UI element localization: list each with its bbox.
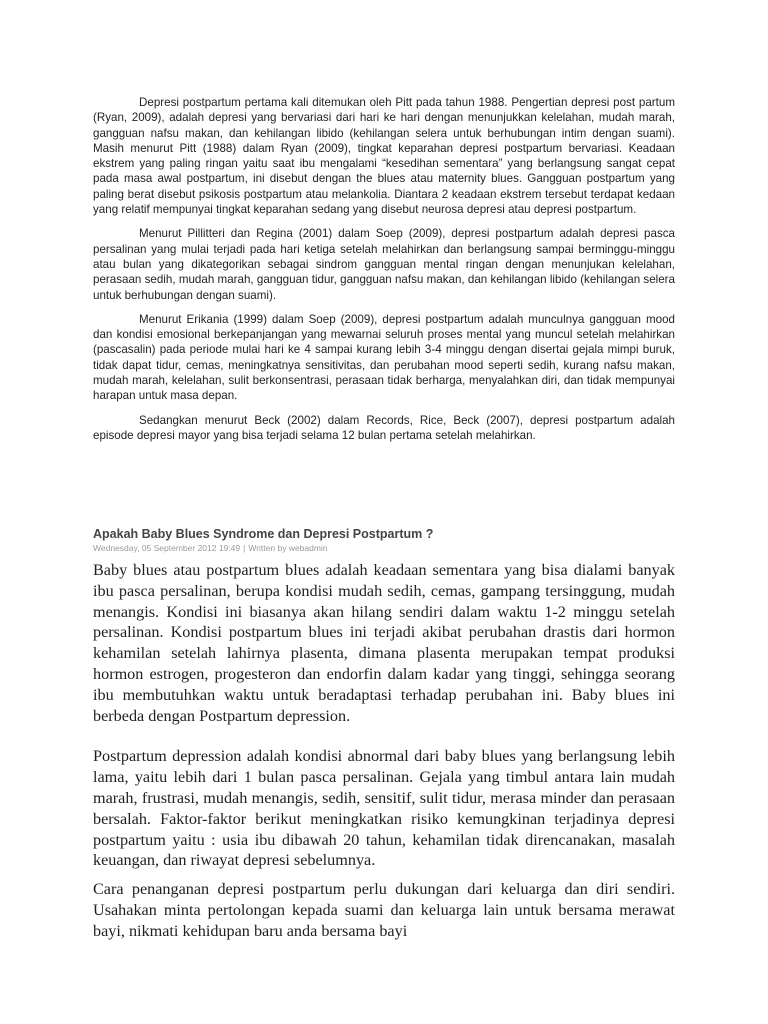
intro-paragraph-2: Menurut Pillitteri dan Regina (2001) dalam Soep (2009), depresi postpartum adalah depresi pasca persalinan yang mulai terjadi pada hari ketiga setelah melahirkan dan berlangsung sampai berminggu-minggu atau bulan yang dikategorikan sebagai sindrom gangguan mental ringan dengan menunjukan kelelahan, perasaan sedih, mudah marah, gangguan tidur, gangguan nafsu makan, dan kehilangan libido (kehilangan selera untuk berhubungan dengan suami). — [93, 227, 675, 302]
intro-section — [93, 95, 675, 452]
article-body — [93, 560, 675, 942]
article-author: Written by webadmin — [248, 543, 328, 553]
intro-paragraph-4: Sedangkan menurut Beck (2002) dalam Records, Rice, Beck (2007), depresi postpartum adalah episode depresi mayor yang bisa terjadi selama 12 bulan pertama setelah melahirkan. — [93, 413, 675, 442]
article-date: Wednesday, 05 September 2012 19:49 — [93, 543, 241, 553]
article-paragraph-1: Baby blues atau postpartum blues adalah keadaan sementara yang bisa dialami banyak ibu pasca persalinan, berupa kondisi mudah sedih, cemas, gampang tersinggung, mudah menangis. Kondisi ini biasanya akan hilang sendiri dalam waktu 1-2 minggu setelah persalinan. Kondisi postpartum blues ini terjadi akibat perubahan drastis dari hormon kehamilan setelah lahirnya plasenta, dimana plasenta merupakan tempat produksi hormon estrogen, progesteron dan endorfin dalam kadar yang tinggi, sehingga seorang ibu membutuhkan waktu untuk beradaptasi terhadap perubahan ini. Baby blues ini berbeda dengan Postpartum depression. — [93, 561, 675, 725]
article-meta — [93, 543, 693, 553]
article-paragraph-2: Postpartum depression adalah kondisi abnormal dari baby blues yang berlangsung lebih lama, yaitu lebih dari 1 bulan pasca persalinan. Gejala yang timbul antara lain mudah marah, frustrasi, mudah menangis, sedih, sensitif, sulit tidur, merasa minder dan perasaan bersalah. Faktor-faktor berikut meningkatkan risiko kemungkinan terjadinya depresi postpartum yaitu : usia ibu dibawah 20 tahun, kehamilan tidak direncanakan, masalah keuangan, dan riwayat depresi sebelumnya. — [93, 747, 675, 870]
article-title: Apakah Baby Blues Syndrome dan Depresi Postpartum ? — [93, 527, 434, 541]
intro-paragraph-1: Depresi postpartum pertama kali ditemukan oleh Pitt pada tahun 1988. Pengertian depresi post partum (Ryan, 2009), adalah depresi yang bervariasi dari hari ke hari dengan menunjukkan kelelahan, mudah marah, gangguan nafsu makan, dan kehilangan libido (kehilangan selera untuk berhubungan intim dengan suami). Masih menurut Pitt (1988) dalam Ryan (2009), tingkat keparahan depresi postpartum bervariasi. Keadaan ekstrem yang paling ringan yaitu saat ibu mengalami “kesedihan sementara” yang berlangsung sangat cepat pada masa awal postpartum, ini disebut dengan the blues atau maternity blues. Gangguan postpartum yang paling berat disebut psikosis postpartum atau melankolia. Diantara 2 keadaan ekstrem tersebut terdapat kedaan yang relatif mempunyai tingkat keparahan sedang yang disebut neurosa depresi atau depresi postpartum. — [93, 96, 675, 217]
intro-paragraph-3: Menurut Erikania (1999) dalam Soep (2009), depresi postpartum adalah munculnya gangguan mood dan kondisi emosional berkepanjangan yang mewarnai seluruh proses mental yang muncul setelah melahirkan (pascasalin) pada periode mulai hari ke 4 sampai kurang lebih 3-4 minggu dengan disertai gejala mimpi buruk, tidak dapat tidur, cemas, meningkatnya sensitivitas, dan perubahan mood seperti sedih, kurang nafsu makan, mudah marah, kelelahan, sulit berkonsentrasi, perasaan tidak berharga, menyalahkan diri, dan tidak mempunyai harapan untuk masa depan. — [93, 312, 675, 403]
meta-separator: | — [243, 543, 246, 553]
article-paragraph-3: Cara penanganan depresi postpartum perlu dukungan dari keluarga dan diri sendiri. Usahakan minta pertolongan kepada suami dan keluarga lain untuk bersama merawat bayi, nikmati kehidupan baru anda bersama bayi — [93, 880, 675, 940]
